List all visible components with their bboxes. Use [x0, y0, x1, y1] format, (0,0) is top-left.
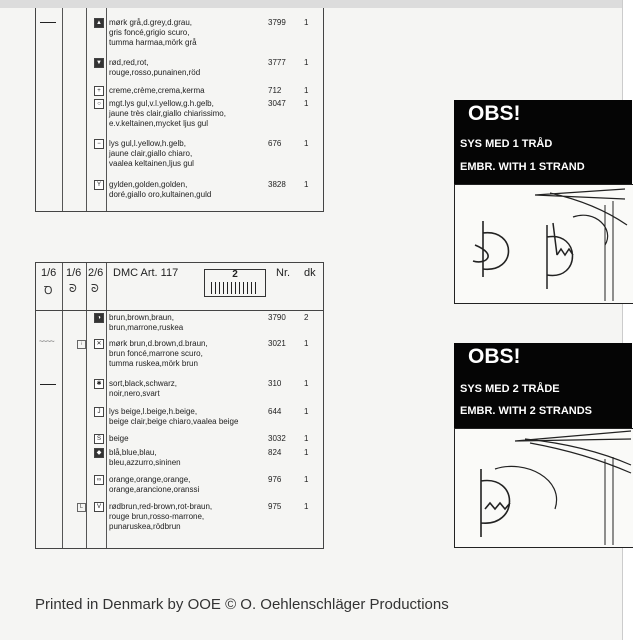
dmc-number: 3047: [268, 99, 286, 108]
needle-strand-illustration-1: [455, 185, 633, 303]
table-row: [36, 10, 323, 47]
column-divider: [86, 8, 87, 211]
obs-line-danish: SYS MED 1 TRÅD: [460, 138, 553, 150]
color-names: rød,red,rot, rouge,rosso,punainen,röd: [109, 58, 201, 77]
table-header: [36, 263, 323, 311]
stitch-symbol: ✱: [94, 379, 104, 389]
stitch-symbol: ◑: [94, 313, 104, 323]
color-names: mgt.lys gul,v.l.yellow,g.h.gelb, jaune très clair,giallo chiarissimo, e.v.keltainen,mycket ljus gul: [109, 99, 226, 128]
half-stitch-symbol: L: [77, 503, 86, 512]
dmc-number: 676: [268, 139, 282, 148]
wave-backstitch-symbol: ~~~~: [39, 337, 54, 346]
dmc-number: 3828: [268, 180, 286, 189]
stitch-symbol: −: [94, 139, 104, 149]
header-dk: dk: [304, 267, 316, 279]
color-key-table-1: [35, 8, 324, 212]
dmc-number: 310: [268, 379, 282, 388]
dmc-number: 712: [268, 86, 282, 95]
color-names: mørk grå,d.grey,d.grau, gris foncé,grigio scuro, tumma harmaa,mörk grå: [109, 18, 197, 47]
backstitch-symbol: [40, 22, 56, 23]
color-key-table-2: [35, 262, 324, 549]
stitch-symbol: ▼: [94, 58, 104, 68]
stitch-symbol: ▲: [94, 18, 104, 28]
header-nr: Nr.: [276, 267, 291, 279]
obs-panel-2: [454, 343, 632, 428]
skein-count: 1: [304, 86, 309, 95]
color-names: rødbrun,red-brown,rot-braun, rouge brun,rosso-marrone, punaruskea,rödbrun: [109, 502, 213, 531]
color-names: creme,crème,crema,kerma: [109, 86, 205, 95]
stitch-symbol: V: [94, 502, 104, 512]
skein-count: 1: [304, 139, 309, 148]
dmc-number: 3799: [268, 18, 286, 27]
dmc-number: 824: [268, 448, 282, 457]
stitch-diagram-1: [454, 184, 633, 304]
dmc-number: 3032: [268, 434, 286, 443]
table-title: DMC Art. 117: [113, 267, 179, 279]
stitch-type-icon: ᘐ: [91, 283, 99, 295]
skein-count: 2: [304, 313, 309, 322]
half-stitch-symbol: ⁝: [77, 340, 86, 349]
skein-count: 1: [304, 434, 309, 443]
stitch-symbol: ✕: [94, 339, 104, 349]
stitch-symbol: S: [94, 434, 104, 444]
color-names: orange,orange,orange, orange,arancione,oranssi: [109, 475, 200, 494]
skein-count: 1: [304, 18, 309, 27]
stitch-diagram-2: [454, 428, 633, 548]
skein-count: 1: [304, 99, 309, 108]
stitch-symbol: ∞: [94, 475, 104, 485]
color-names: beige: [109, 434, 129, 443]
printer-credit: Printed in Denmark by OOE © O. Oehlenschläger Productions: [35, 596, 449, 613]
stitch-symbol: Y: [94, 180, 104, 190]
obs-title: OBS!: [468, 102, 521, 125]
skein-count: 1: [304, 502, 309, 511]
dmc-number: 975: [268, 502, 282, 511]
obs-title: OBS!: [468, 345, 521, 368]
skein-count: 1: [304, 407, 309, 416]
dmc-number: 644: [268, 407, 282, 416]
column-divider: [62, 8, 63, 211]
color-names: lys gul,l.yellow,h.gelb, jaune clair,giallo chiaro, vaalea keltainen,ljus gul: [109, 139, 194, 168]
skein-count: 1: [304, 475, 309, 484]
obs-line-english: EMBR. WITH 1 STRAND: [460, 161, 585, 173]
column-divider: [106, 8, 107, 211]
stitch-type-icon: Ꝺ: [44, 285, 53, 297]
obs-panel-1: [454, 100, 632, 184]
skein-count: 1: [304, 339, 309, 348]
dmc-number: 3021: [268, 339, 286, 348]
skein-icon: [204, 269, 266, 297]
needle-strand-illustration-2: [455, 429, 633, 547]
skein-count: 1: [304, 180, 309, 189]
stitch-type-icon: ᘐ: [69, 283, 77, 295]
skein-count: 1: [304, 58, 309, 67]
dmc-number: 976: [268, 475, 282, 484]
dmc-number: 3790: [268, 313, 286, 322]
obs-line-danish: SYS MED 2 TRÅDE: [460, 383, 560, 395]
stitch-symbol: ○: [94, 99, 104, 109]
dmc-number: 3777: [268, 58, 286, 67]
color-names: brun,brown,braun, brun,marrone,ruskea: [109, 313, 184, 332]
header-fraction: 1/6: [41, 267, 57, 279]
skein-count: 1: [304, 379, 309, 388]
skein-number: 2: [232, 269, 238, 280]
color-names: lys beige,l.beige,h.beige, beige clair,beige chiaro,vaalea beige: [109, 407, 239, 426]
color-names: mørk brun,d.brown,d.braun, brun foncé,marrone scuro, tumma ruskea,mörk brun: [109, 339, 208, 368]
header-fraction: 2/6: [88, 267, 104, 279]
skein-count: 1: [304, 448, 309, 457]
obs-line-english: EMBR. WITH 2 STRANDS: [460, 405, 592, 417]
skein-strands-icon: [211, 282, 259, 294]
color-names: blå,blue,blau, bleu,azzurro,sininen: [109, 448, 181, 467]
stitch-symbol: +: [94, 86, 104, 96]
color-names: gylden,golden,golden, doré,giallo oro,kultainen,guld: [109, 180, 212, 199]
color-names: sort,black,schwarz, noir,nero,svart: [109, 379, 178, 398]
page-top-edge: [0, 0, 633, 8]
stitch-symbol: J: [94, 407, 104, 417]
header-fraction: 1/6: [66, 267, 82, 279]
backstitch-symbol: [40, 384, 56, 385]
stitch-symbol: ◆: [94, 448, 104, 458]
